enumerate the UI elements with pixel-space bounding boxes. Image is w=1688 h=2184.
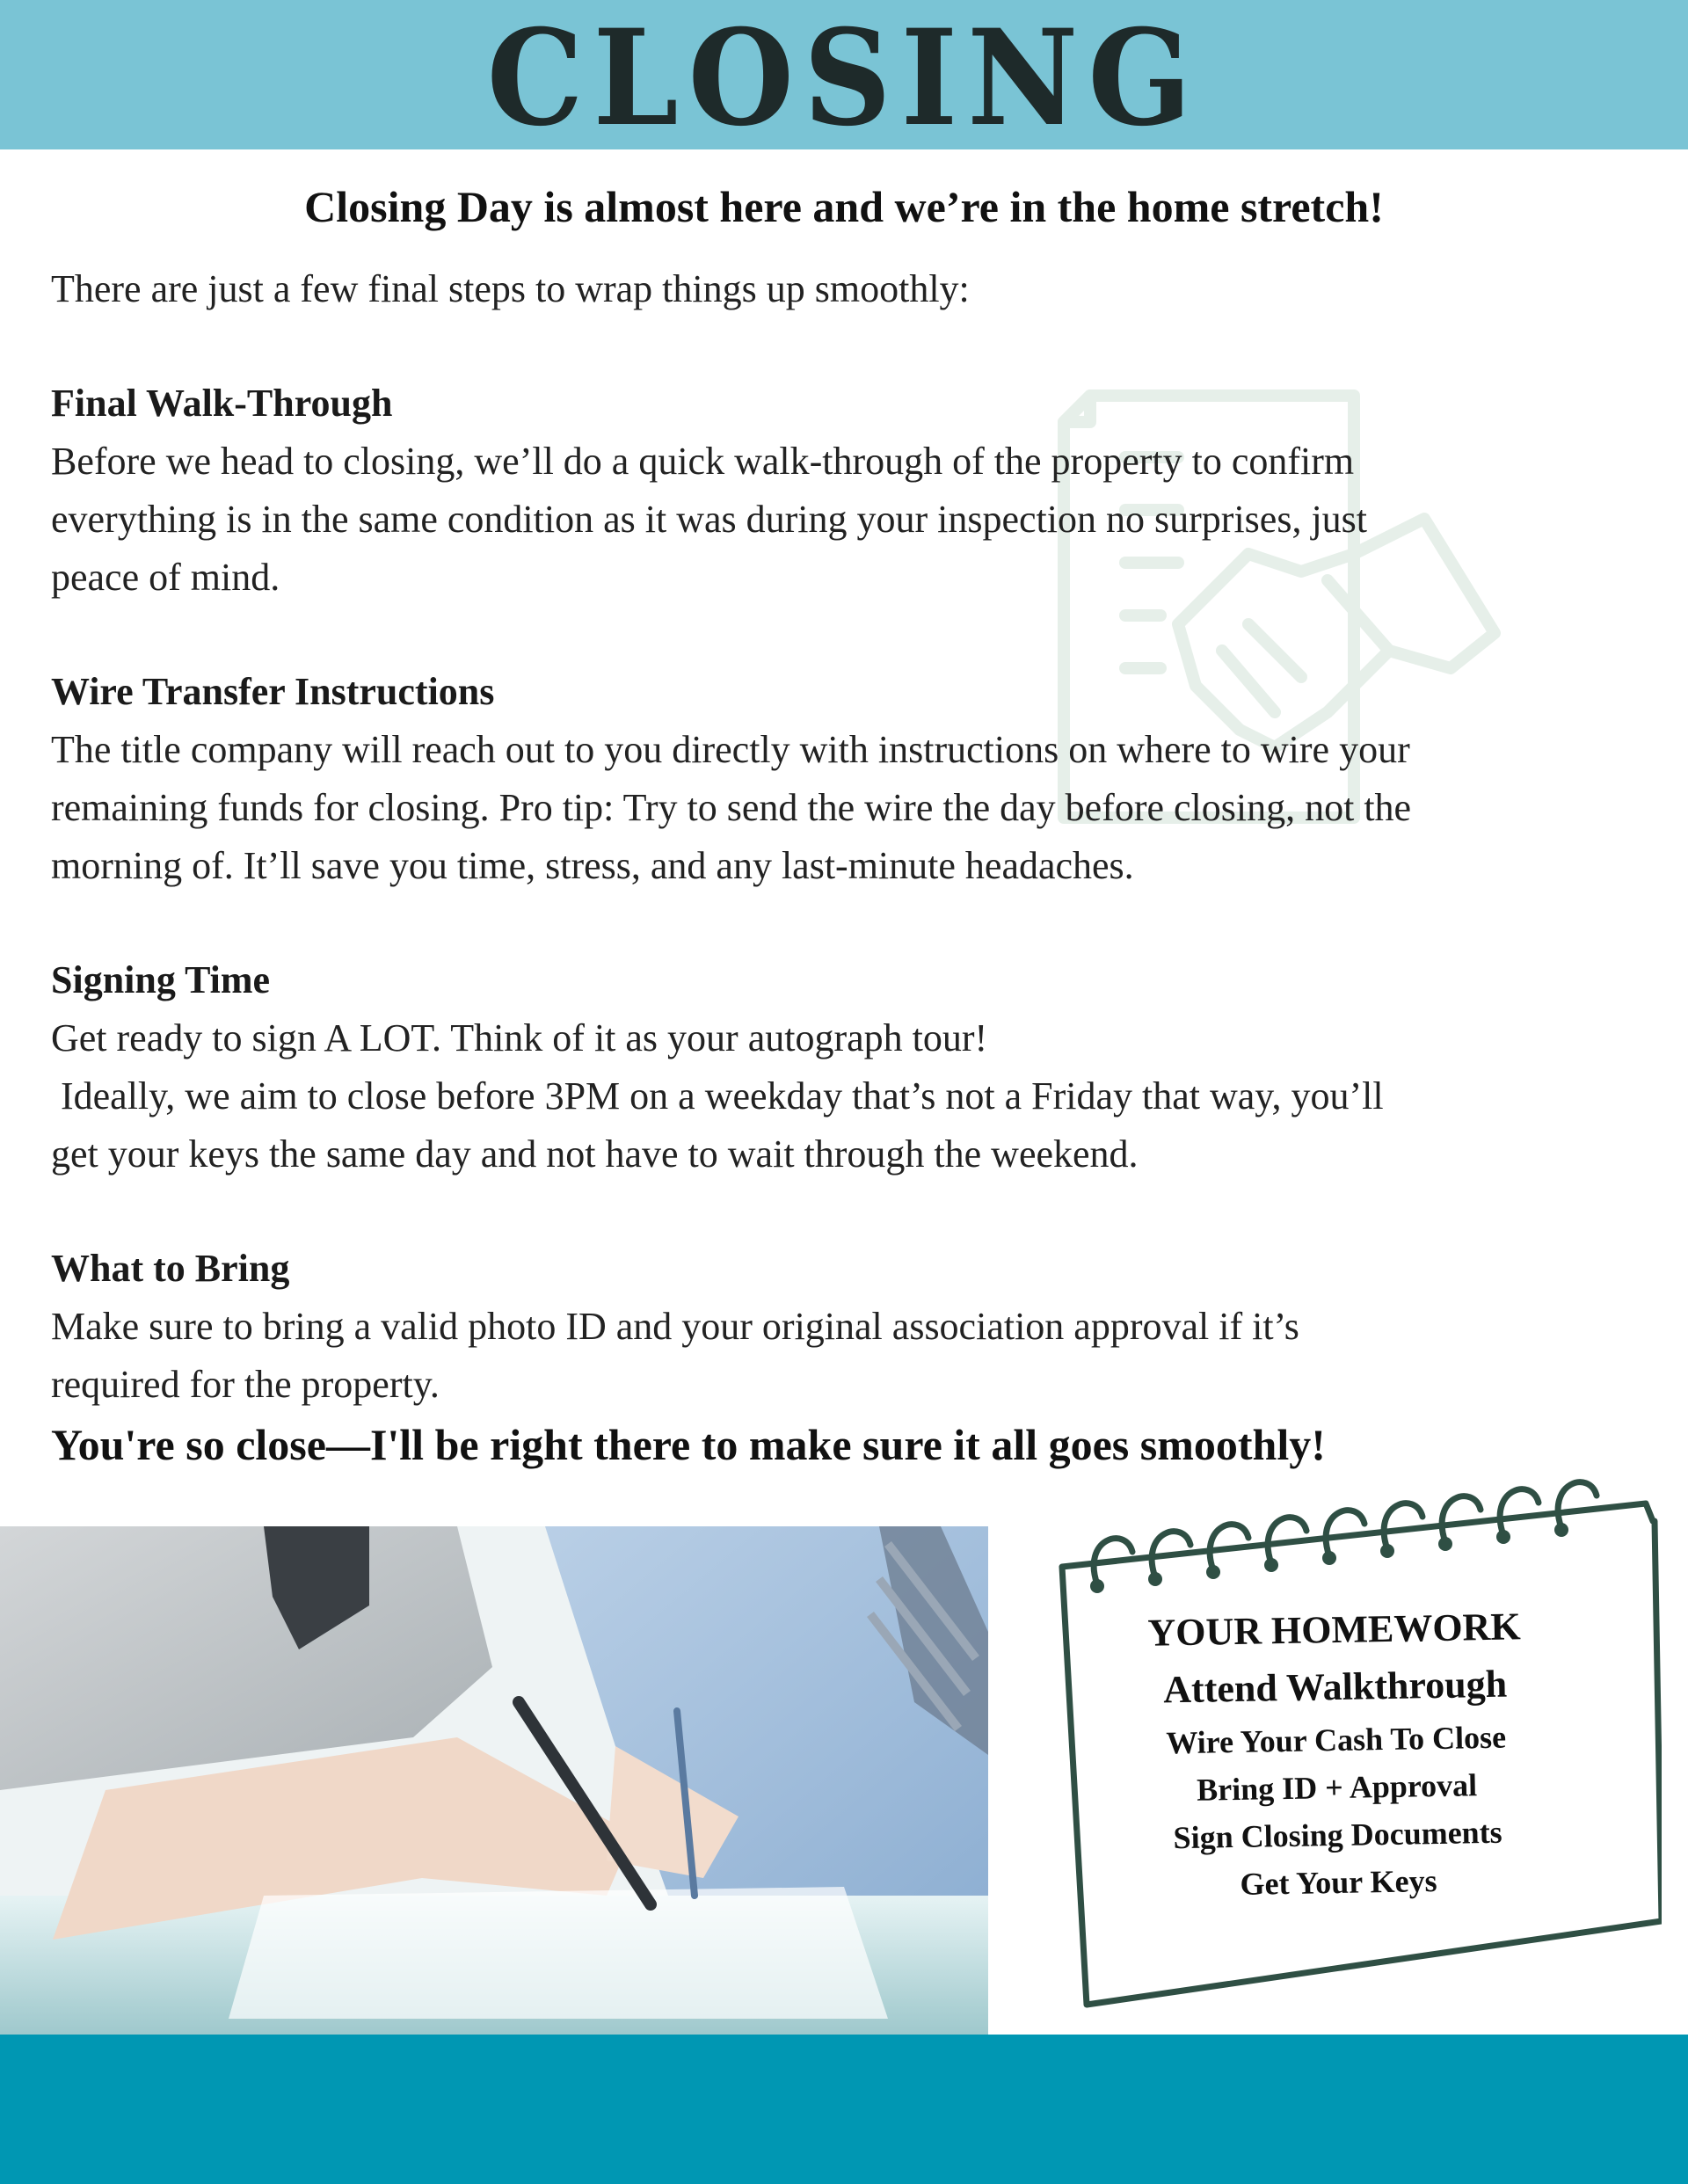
homework-item: Bring ID + Approval	[1196, 1767, 1478, 1808]
footer-band	[0, 2035, 1688, 2184]
section-line: remaining funds for closing. Pro tip: Try to send the wire the day before closing, not the	[51, 786, 1412, 829]
homework-list	[1088, 1598, 1585, 1911]
page-title: CLOSING	[486, 1, 1202, 156]
section-heading: Signing Time	[51, 958, 271, 1001]
section-line: everything is in the same condition as it was during your inspection no surprises, just	[51, 498, 1368, 541]
section-line: Before we head to closing, we’ll do a quick walk-through of the property to confirm	[51, 440, 1355, 483]
homework-item: Get Your Keys	[1240, 1863, 1437, 1902]
section-line: Ideally, we aim to close before 3PM on a weekday that’s not a Friday that way, you’ll	[51, 1074, 1384, 1117]
homework-item: Sign Closing Documents	[1173, 1814, 1502, 1856]
homework-title: YOUR HOMEWORK	[1147, 1605, 1521, 1655]
section-heading: What to Bring	[51, 1247, 290, 1290]
section-heading: Final Walk-Through	[51, 382, 393, 425]
section-line: morning of. It’ll save you time, stress, and any last-minute headaches.	[51, 844, 1134, 887]
subtitle: Closing Day is almost here and we’re in the home stretch!	[304, 182, 1384, 231]
section-line: peace of mind.	[51, 556, 280, 599]
signing-photo	[0, 1526, 988, 2036]
section-heading: Wire Transfer Instructions	[51, 670, 495, 713]
intro-text: There are just a few final steps to wrap things up smoothly:	[51, 267, 970, 310]
section-line: required for the property.	[51, 1363, 440, 1406]
section-wire-transfer	[51, 663, 1598, 895]
section-line: get your keys the same day and not have to wait through the weekend.	[51, 1132, 1139, 1176]
section-final-walk-through	[51, 375, 1598, 607]
section-line: Get ready to sign A LOT. Think of it as your autograph tour!	[51, 1016, 988, 1059]
section-signing-time	[51, 951, 1598, 1183]
content	[51, 260, 1598, 1414]
homework-item: Attend Walkthrough	[1162, 1662, 1508, 1712]
homework-item: Wire Your Cash To Close	[1166, 1719, 1507, 1761]
section-line: The title company will reach out to you directly with instructions on where to wire your	[51, 728, 1410, 771]
section-line: Make sure to bring a valid photo ID and your original association approval if it’s	[51, 1305, 1299, 1348]
section-what-to-bring	[51, 1240, 1598, 1414]
closing-line: You're so close—I'll be right there to make sure it all goes smoothly!	[51, 1420, 1326, 1469]
